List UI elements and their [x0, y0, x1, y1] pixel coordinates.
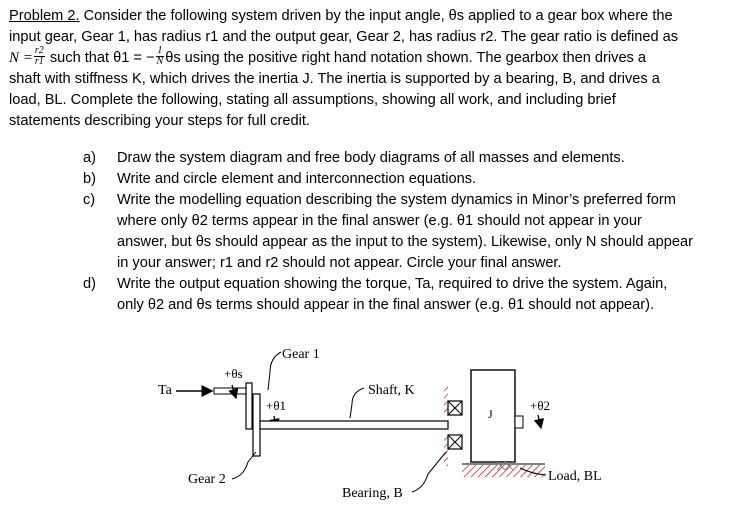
input-shaft [214, 388, 246, 394]
bearing-ground-lower [444, 434, 448, 466]
gear-1 [246, 383, 252, 429]
theta-s-label: +θs [224, 366, 243, 381]
problem-line-3: N = $\frac{r2}{r1}$ such that θ1 = − $\frac{1}{N}$ θs using the positive right hand notation shown. The gearbox then drives a [9, 44, 647, 67]
bearing-ground-upper [444, 386, 448, 416]
bearing-lower [448, 435, 462, 449]
bearing-leader [412, 452, 446, 492]
torque-label: Ta [158, 383, 172, 398]
gear-1-leader [268, 352, 281, 390]
problem-line-5: load, BL. Complete the following, stating all assumptions, showing all work, and including brief [9, 92, 616, 108]
task-item-a: a) Draw the system diagram and free body diagrams of all masses and elements. [83, 150, 625, 166]
gear-2-label: Gear 2 [188, 472, 226, 487]
gear-2 [253, 394, 260, 456]
problem-line-4: shaft with stiffness K, which drives the inertia J. The inertia is supported by a bearing, B, and drives a [9, 71, 660, 87]
theta-2-arrow [538, 415, 541, 428]
shaft-label: Shaft, K [368, 383, 415, 398]
problem-line-6: statements describing your steps for full credit. [9, 113, 310, 129]
shaft-leader [350, 388, 364, 418]
gear-ratio-fraction: $\frac{r2}{r1}$ [34, 44, 44, 67]
output-stub [515, 416, 523, 428]
inertia-block [471, 370, 515, 462]
problem-line-1: Problem 2. Consider the following system driven by the input angle, θs applied to a gear box where the [9, 8, 673, 24]
load-label: Load, BL [548, 469, 602, 484]
ground-hatch [462, 465, 545, 477]
inverse-ratio-fraction: $\frac{1}{N}$ [156, 44, 164, 67]
task-item-d: d) Write the output equation showing the torque, Ta, required to drive the system. Again, only θ2 and θs terms should appear in the final answer (e.g. θ1 should not appear). [83, 276, 668, 313]
problem-heading: Problem 2. [9, 8, 80, 24]
theta-1-label: +θ1 [266, 398, 287, 413]
problem-line-2: input gear, Gear 1, has radius r1 and the output gear, Gear 2, has radius r2. The gear ratio is defined as [9, 29, 679, 45]
main-shaft [260, 421, 448, 429]
gear-2-leader [232, 452, 256, 479]
bearing-label: Bearing, B [342, 486, 403, 501]
theta-2-label: +θ2 [530, 398, 551, 413]
task-item-b: b) Write and circle element and interconnection equations. [83, 171, 477, 187]
gear-1-label: Gear 1 [282, 347, 320, 362]
bearing-upper [448, 401, 462, 415]
inertia-label: J [488, 407, 493, 421]
task-item-c: c) Write the modelling equation describing the system dynamics in Minor’s preferred form where only θ2 terms appear in the final answer (e.g. θ1 should not appear in your answer, but θs should appear as the input to the system). Likewise, only N should appear in your answer; r1 and r2 should not appear. Circle your final answer. [83, 192, 693, 271]
